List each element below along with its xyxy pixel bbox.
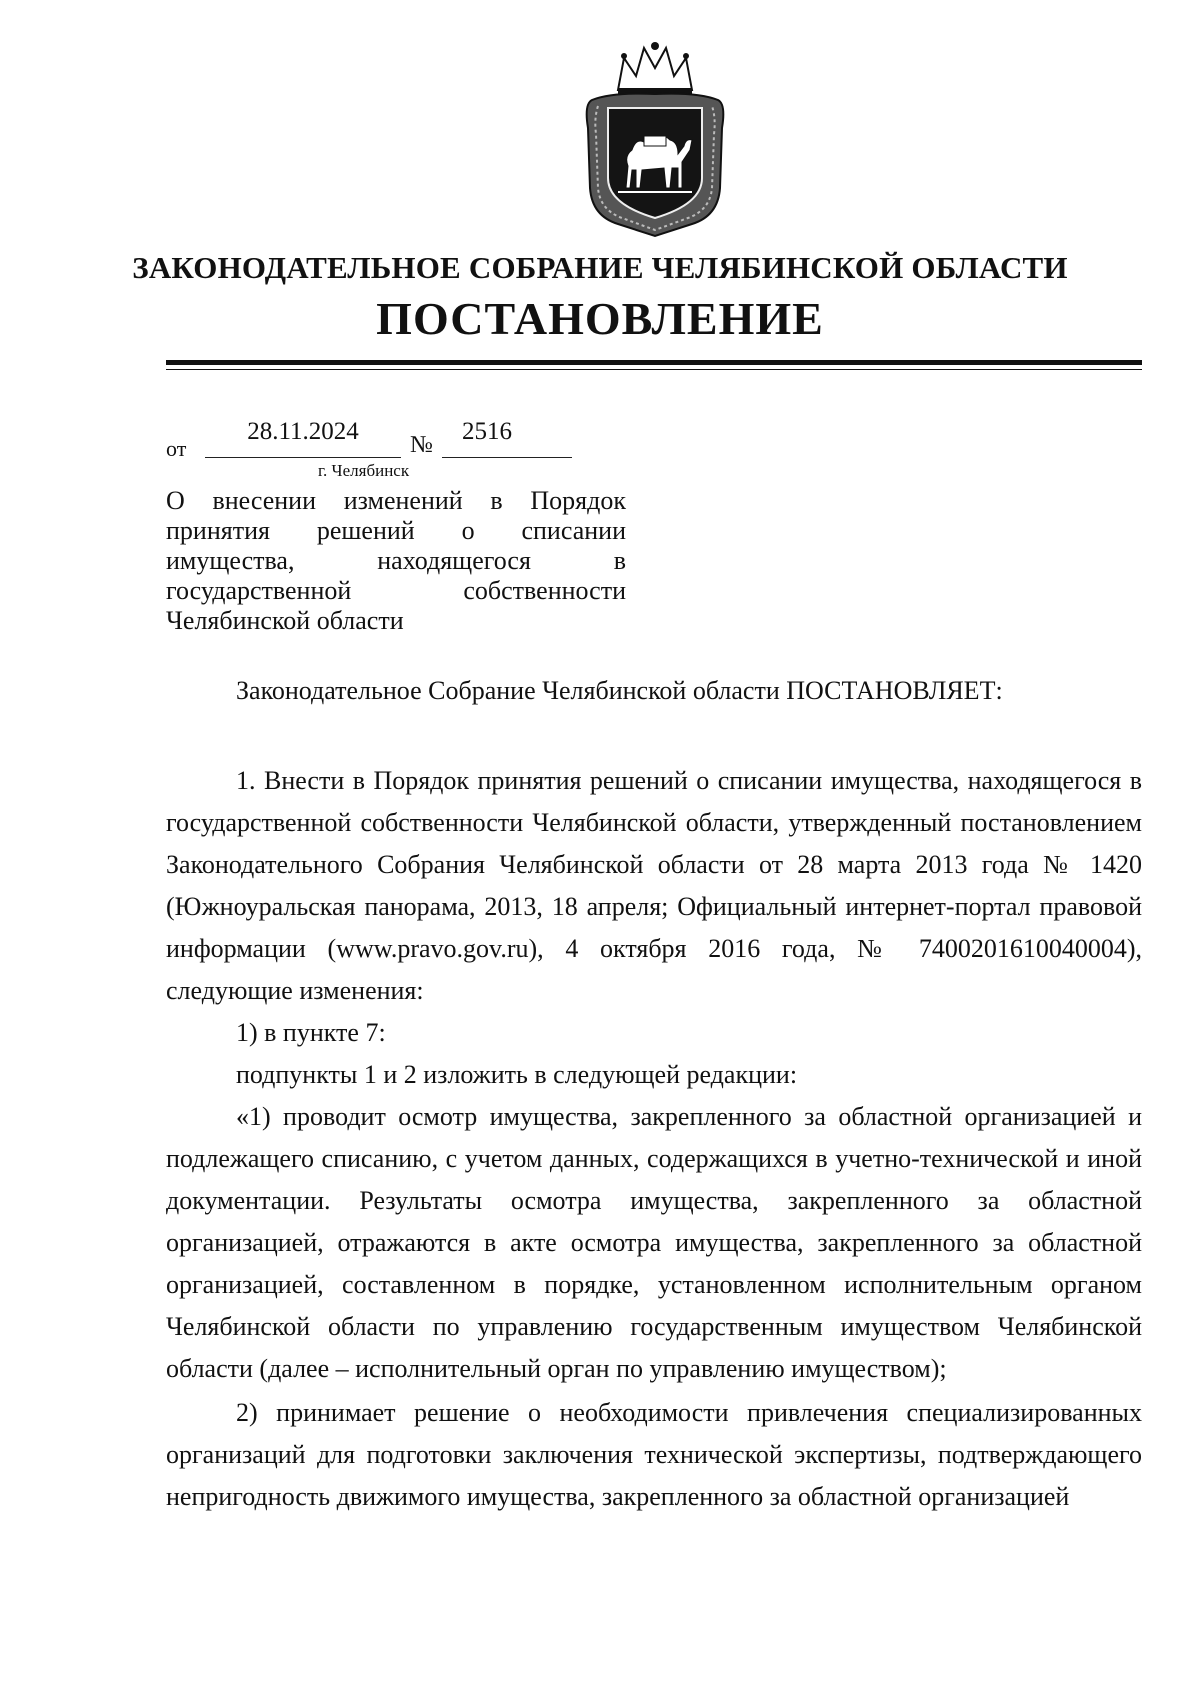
organization-name: ЗАКОНОДАТЕЛЬНОЕ СОБРАНИЕ ЧЕЛЯБИНСКОЙ ОБЛАСТИ: [132, 250, 1068, 285]
document-subject: О внесении изменений в Порядок принятия решений о списании имущества, находящегося в государственной собственности Челябинской области: [166, 486, 626, 635]
document-body: [166, 760, 1142, 1518]
paragraph-3: подпункты 1 и 2 изложить в следующей редакции:: [236, 1060, 798, 1089]
document-type-title: ПОСТАНОВЛЕНИЕ: [376, 293, 824, 344]
date-underline: [205, 457, 401, 458]
header-divider-thin: [166, 369, 1142, 370]
city-label: г. Челябинск: [318, 461, 410, 480]
paragraph-4: «1) проводит осмотр имущества, закрепленного за областной организацией и подлежащего списанию, с учетом данных, содержащихся в учетно-технической и иной документации. Результаты осмотра имущества, закрепленного за областной организацией, отражаются в акте осмотра имущества, закрепленного за областной организацией, составленном в порядке, установленном исполнительным органом Челябинской области по управлению государственным имуществом Челябинской области (далее – исполнительный орган по управлению имуществом);: [166, 1102, 1142, 1383]
paragraph-1: 1. Внести в Порядок принятия решений о списании имущества, находящегося в государственной собственности Челябинской области, утвержденный постановлением Законодательного Собрания Челябинской области от 28 марта 2013 года № 1420 (Южноуральская панорама, 2013, 18 апреля; Официальный интернет-портал правовой информации (www.pravo.gov.ru), 4 октября 2016 года, № 7400201610040004), следующие изменения:: [166, 766, 1142, 1005]
preamble: Законодательное Собрание Челябинской области ПОСТАНОВЛЯЕТ:: [236, 676, 1003, 705]
document-number: 2516: [462, 418, 512, 445]
paragraph-5: 2) принимает решение о необходимости привлечения специализированных организаций для подготовки заключения технической экспертизы, подтверждающего непригодность движимого имущества, закрепленного за областной организацией: [166, 1398, 1142, 1511]
paragraph-2: 1) в пункте 7:: [236, 1018, 386, 1047]
coat-of-arms-icon: [578, 38, 732, 238]
number-label: №: [410, 432, 433, 458]
date-label: от: [166, 436, 187, 461]
header-divider-thick: [166, 360, 1142, 365]
number-underline: [442, 457, 572, 458]
document-date: 28.11.2024: [247, 418, 359, 445]
